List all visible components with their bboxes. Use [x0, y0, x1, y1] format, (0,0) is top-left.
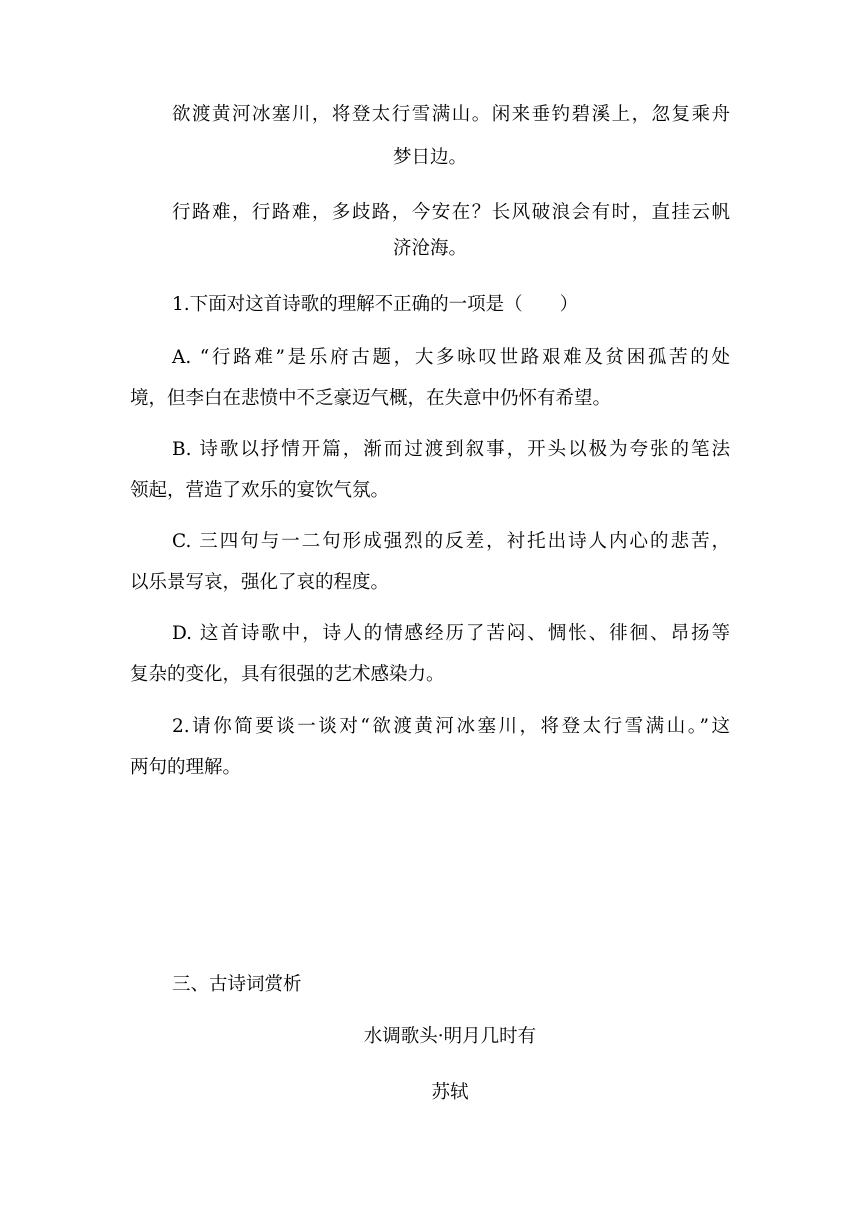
question-1-option-a-line-1: A. “行路难”是乐府古题，大多咏叹世路艰难及贫困孤苦的处: [172, 347, 730, 368]
question-1-option-d-line-1: D. 这首诗歌中，诗人的情感经历了苦闷、惆怅、徘徊、昂扬等: [172, 623, 730, 644]
poem-stanza-2-line-2: 济沧海。: [392, 238, 467, 259]
poem-stanza-1-line-1: 欲渡黄河冰塞川，将登太行雪满山。闲来垂钓碧溪上，忽复乘舟: [172, 104, 730, 125]
poem-author: 苏轼: [431, 1082, 469, 1103]
question-1-option-d-line-2: 复杂的变化，具有很强的艺术感染力。: [130, 664, 445, 685]
poem-stanza-2-line-1: 行路难，行路难，多歧路，今安在？长风破浪会有时，直挂云帆: [172, 202, 730, 223]
question-1-option-a-line-2: 境，但李白在悲愤中不乏豪迈气概，在失意中仍怀有希望。: [130, 388, 612, 409]
question-2-line-2: 两句的理解。: [130, 757, 242, 778]
section-3-heading: 三、古诗词赏析: [172, 974, 302, 995]
question-1-option-c-line-1: C. 三四句与一二句形成强烈的反差，衬托出诗人内心的悲苦，: [172, 531, 730, 552]
poem-stanza-1-line-2: 梦日边。: [392, 147, 467, 168]
question-1-stem: 1.下面对这首诗歌的理解不正确的一项是（ ）: [172, 294, 579, 315]
question-1-option-c-line-2: 以乐景写哀，强化了哀的程度。: [130, 572, 390, 593]
poem-title: 水调歌头·明月几时有: [363, 1026, 537, 1047]
question-2-line-1: 2.请你简要谈一谈对“欲渡黄河冰塞川，将登太行雪满山。”这: [172, 716, 730, 737]
question-1-option-b-line-1: B. 诗歌以抒情开篇，渐而过渡到叙事，开头以极为夸张的笔法: [172, 439, 730, 460]
question-1-option-b-line-2: 领起，营造了欢乐的宴饮气氛。: [130, 480, 390, 501]
